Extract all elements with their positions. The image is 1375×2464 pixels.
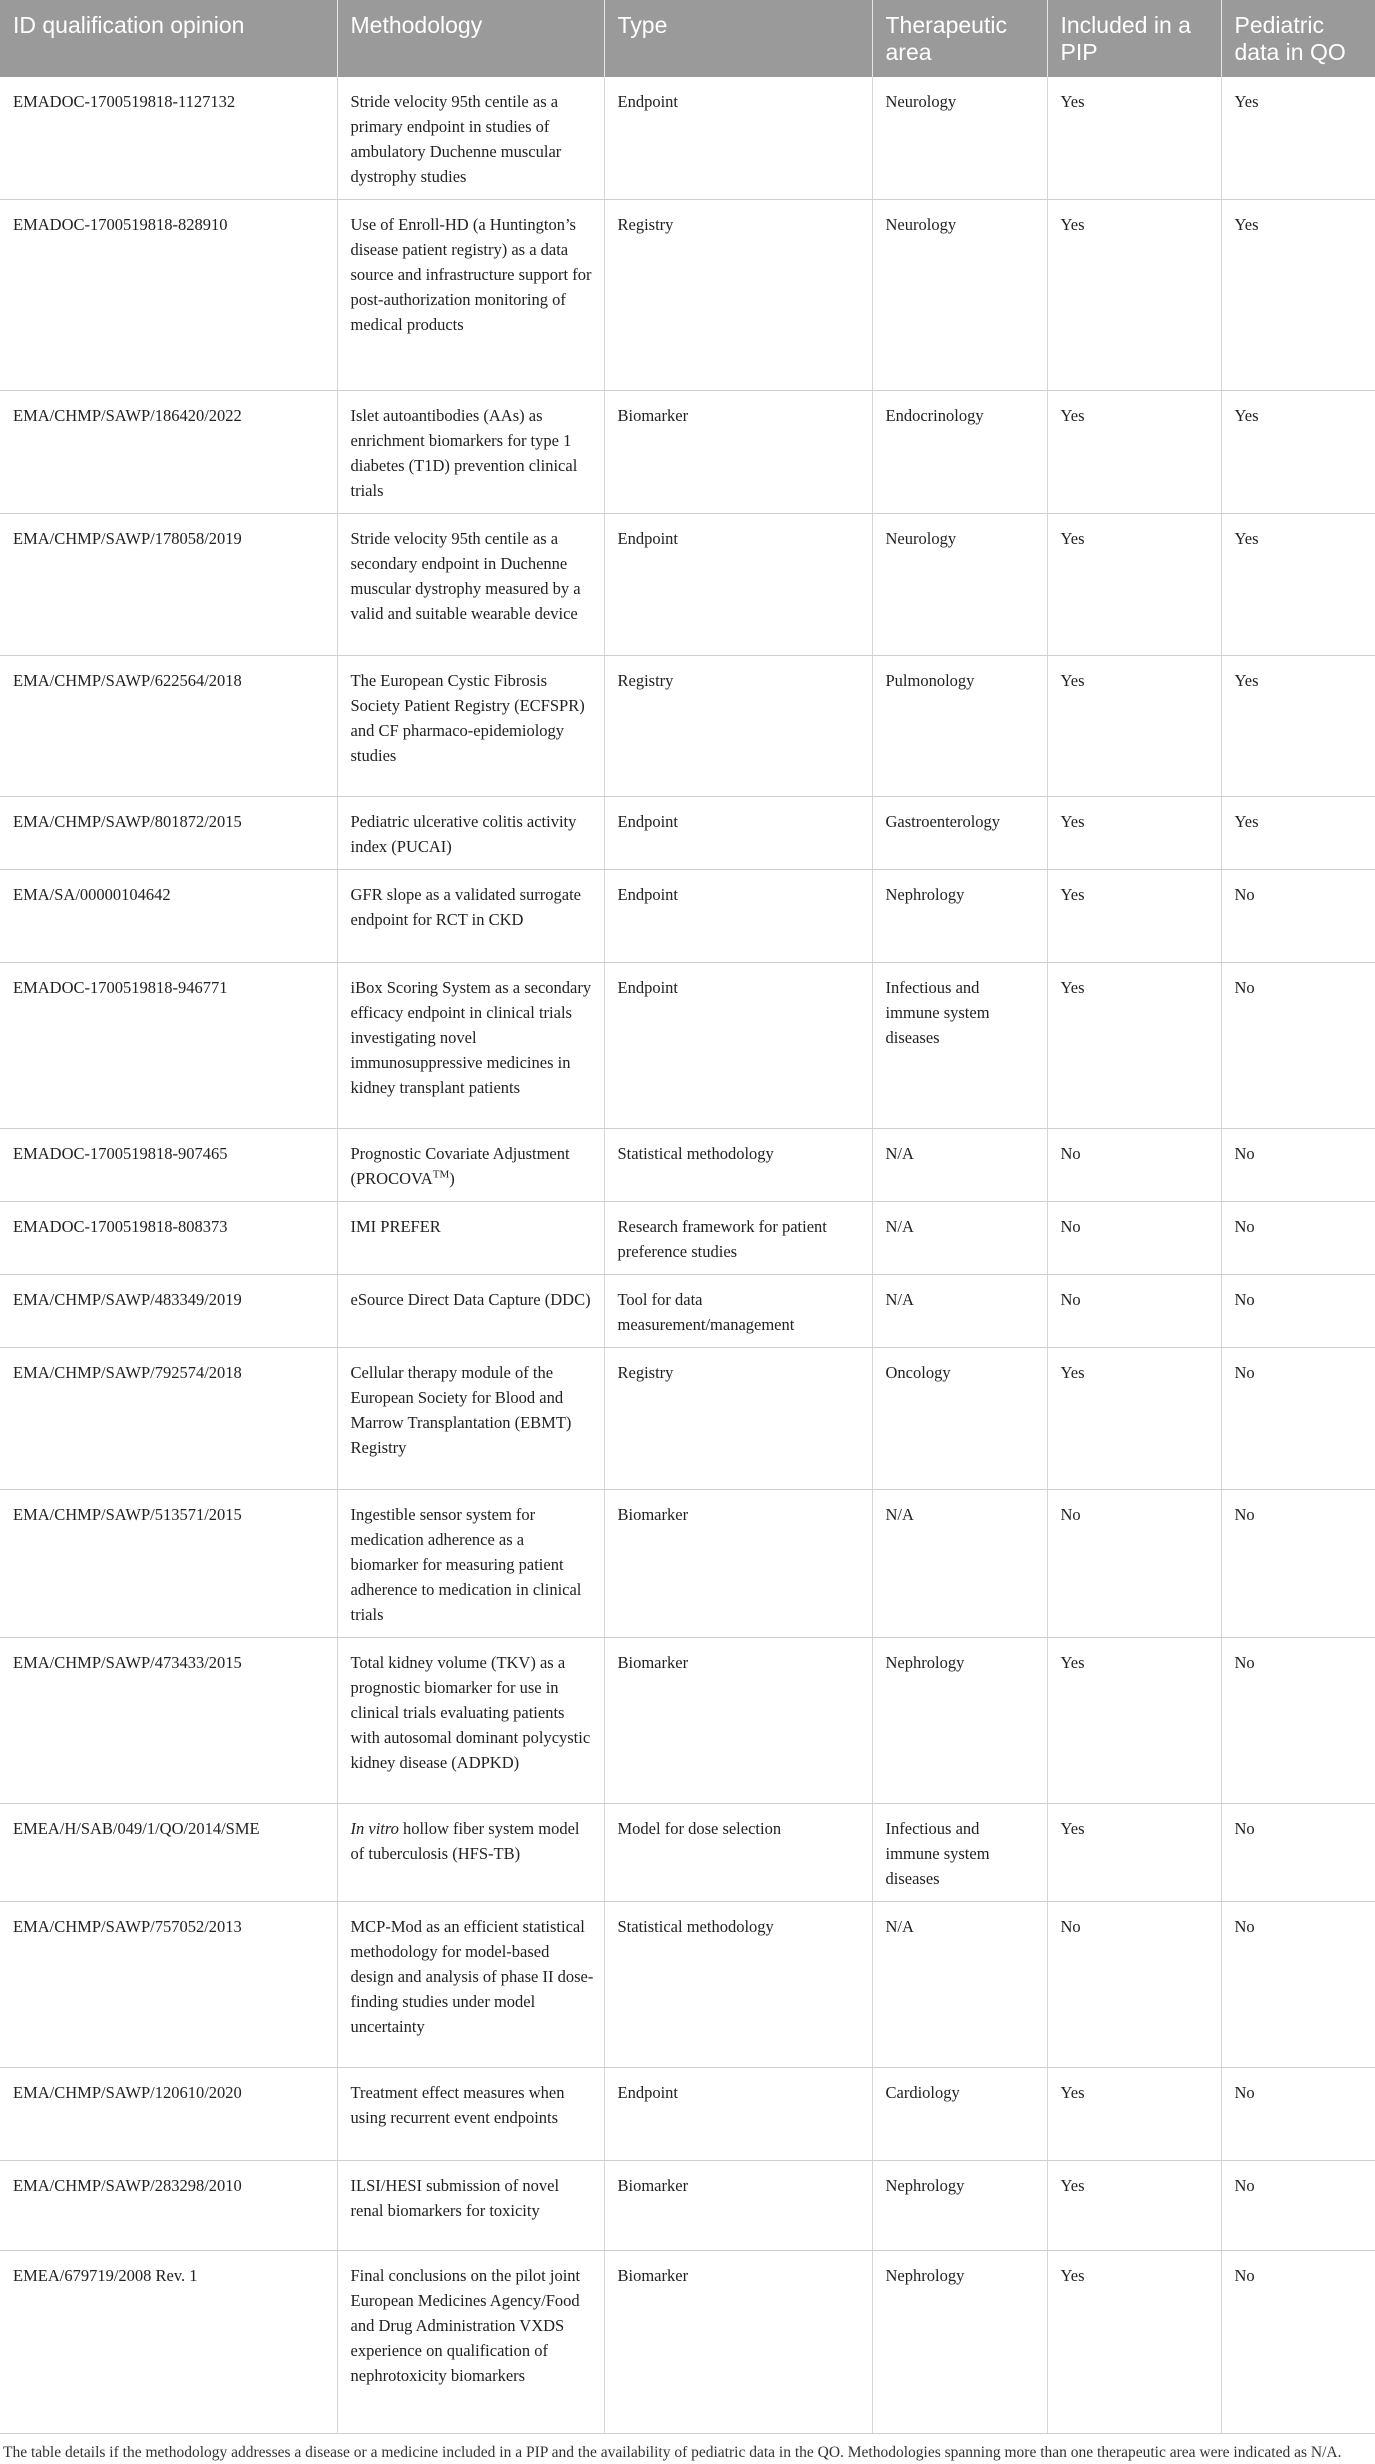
cell-therapeutic-area: Infectious and immune system diseases [872,963,1047,1129]
table-row [0,2161,1375,2251]
cell-id: EMADOC-1700519818-907465 [0,1129,337,1202]
cell-therapeutic-area: Neurology [872,514,1047,656]
cell-therapeutic-area: N/A [872,1129,1047,1202]
table-row [0,1202,1375,1275]
cell-id: EMA/CHMP/SAWP/120610/2020 [0,2068,337,2161]
cell-methodology: Final conclusions on the pilot joint European Medicines Agency/Food and Drug Administration VXDS experience on qualification of nephrotoxicity biomarkers [337,2251,604,2434]
cell-id: EMA/SA/00000104642 [0,870,337,963]
cell-pediatric-data: No [1221,1275,1375,1348]
cell-pediatric-data: No [1221,1902,1375,2068]
cell-type: Model for dose selection [604,1804,872,1902]
cell-therapeutic-area: Neurology [872,200,1047,391]
cell-type: Biomarker [604,2161,872,2251]
table-row [0,1490,1375,1638]
cell-type: Statistical methodology [604,1902,872,2068]
cell-type: Endpoint [604,514,872,656]
methodology-italic-text: In vitro [350,1819,399,1838]
cell-methodology: Use of Enroll-HD (a Huntington’s disease patient registry) as a data source and infrastructure support for post-authorization monitoring of medical products [337,200,604,391]
cell-pediatric-data: No [1221,963,1375,1129]
cell-included-in-pip: Yes [1047,1638,1221,1804]
cell-therapeutic-area: N/A [872,1902,1047,2068]
cell-methodology: MCP-Mod as an efficient statistical methodology for model-based design and analysis of phase II dose-finding studies under model uncertainty [337,1902,604,2068]
cell-included-in-pip: No [1047,1902,1221,2068]
cell-type: Statistical methodology [604,1129,872,1202]
cell-included-in-pip: Yes [1047,514,1221,656]
table-row [0,656,1375,797]
cell-id: EMADOC-1700519818-1127132 [0,77,337,200]
cell-type: Endpoint [604,797,872,870]
cell-id: EMEA/679719/2008 Rev. 1 [0,2251,337,2434]
cell-methodology: Stride velocity 95th centile as a secondary endpoint in Duchenne muscular dystrophy measured by a valid and suitable wearable device [337,514,604,656]
cell-id: EMA/CHMP/SAWP/792574/2018 [0,1348,337,1490]
cell-included-in-pip: Yes [1047,797,1221,870]
cell-therapeutic-area: Nephrology [872,870,1047,963]
cell-included-in-pip: Yes [1047,2161,1221,2251]
cell-id: EMA/CHMP/SAWP/757052/2013 [0,1902,337,2068]
methodology-text-end: ) [449,1169,455,1188]
cell-id: EMADOC-1700519818-946771 [0,963,337,1129]
header-included-in-pip: Included in a PIP [1047,0,1221,77]
cell-included-in-pip: No [1047,1202,1221,1275]
cell-pediatric-data: No [1221,1202,1375,1275]
cell-id: EMADOC-1700519818-808373 [0,1202,337,1275]
cell-included-in-pip: Yes [1047,391,1221,514]
cell-pediatric-data: No [1221,870,1375,963]
table-row [0,1348,1375,1490]
cell-therapeutic-area: Nephrology [872,2251,1047,2434]
cell-included-in-pip: Yes [1047,77,1221,200]
header-row [0,0,1375,77]
cell-methodology: Stride velocity 95th centile as a primary endpoint in studies of ambulatory Duchenne muscular dystrophy studies [337,77,604,200]
table-row [0,1638,1375,1804]
cell-id: EMA/CHMP/SAWP/178058/2019 [0,514,337,656]
table-row [0,200,1375,391]
cell-therapeutic-area: Nephrology [872,1638,1047,1804]
cell-included-in-pip: Yes [1047,963,1221,1129]
cell-type: Biomarker [604,391,872,514]
header-pediatric-data: Pediatric data in QO [1221,0,1375,77]
cell-id: EMADOC-1700519818-828910 [0,200,337,391]
cell-type: Endpoint [604,2068,872,2161]
cell-id: EMEA/H/SAB/049/1/QO/2014/SME [0,1804,337,1902]
cell-methodology: Islet autoantibodies (AAs) as enrichment biomarkers for type 1 diabetes (T1D) prevention clinical trials [337,391,604,514]
cell-id: EMA/CHMP/SAWP/622564/2018 [0,656,337,797]
cell-included-in-pip: No [1047,1275,1221,1348]
cell-methodology: IMI PREFER [337,1202,604,1275]
header-id: ID qualification opinion [13,12,245,38]
cell-methodology [337,1804,604,1902]
cell-type: Biomarker [604,1638,872,1804]
cell-methodology: GFR slope as a validated surrogate endpoint for RCT in CKD [337,870,604,963]
cell-included-in-pip: Yes [1047,2068,1221,2161]
trademark-superscript: TM [432,1168,450,1181]
table-row [0,514,1375,656]
methodology-text: hollow fiber system model of tuberculosis (HFS-TB) [350,1819,580,1863]
cell-included-in-pip: Yes [1047,870,1221,963]
cell-methodology: iBox Scoring System as a secondary efficacy endpoint in clinical trials investigating novel immunosuppressive medicines in kidney transplant patients [337,963,604,1129]
cell-therapeutic-area: Neurology [872,77,1047,200]
cell-id: EMA/CHMP/SAWP/473433/2015 [0,1638,337,1804]
cell-therapeutic-area: Cardiology [872,2068,1047,2161]
cell-type: Biomarker [604,2251,872,2434]
table-row [0,870,1375,963]
cell-pediatric-data: No [1221,1804,1375,1902]
table-row [0,797,1375,870]
cell-id: EMA/CHMP/SAWP/283298/2010 [0,2161,337,2251]
cell-included-in-pip: Yes [1047,200,1221,391]
cell-pediatric-data: Yes [1221,797,1375,870]
cell-methodology: ILSI/HESI submission of novel renal biomarkers for toxicity [337,2161,604,2251]
cell-methodology: Ingestible sensor system for medication adherence as a biomarker for measuring patient adherence to medication in clinical trials [337,1490,604,1638]
table-header [0,0,1375,77]
cell-id: EMA/CHMP/SAWP/186420/2022 [0,391,337,514]
cell-pediatric-data: Yes [1221,391,1375,514]
cell-id: EMA/CHMP/SAWP/801872/2015 [0,797,337,870]
cell-therapeutic-area: N/A [872,1490,1047,1638]
table-row [0,2251,1375,2434]
table-row [0,1129,1375,1202]
cell-included-in-pip: Yes [1047,1348,1221,1490]
cell-therapeutic-area: Pulmonology [872,656,1047,797]
table-body [0,77,1375,2434]
cell-methodology: Total kidney volume (TKV) as a prognostic biomarker for use in clinical trials evaluating patients with autosomal dominant polycystic kidney disease (ADPKD) [337,1638,604,1804]
cell-therapeutic-area: Endocrinology [872,391,1047,514]
cell-pediatric-data: No [1221,1490,1375,1638]
cell-therapeutic-area: N/A [872,1275,1047,1348]
cell-pediatric-data: Yes [1221,77,1375,200]
cell-therapeutic-area: Gastroenterology [872,797,1047,870]
cell-type: Endpoint [604,870,872,963]
cell-pediatric-data: Yes [1221,200,1375,391]
table-footnote: The table details if the methodology addresses a disease or a medicine included in a PIP and the availability of pediatric data in the QO. Methodologies spanning more than one therapeutic area were indicated as N/A. [3,2444,1342,2461]
cell-type: Tool for data measurement/management [604,1275,872,1348]
cell-id: EMA/CHMP/SAWP/513571/2015 [0,1490,337,1638]
cell-included-in-pip: Yes [1047,656,1221,797]
methodology-text: Prognostic Covariate Adjustment (PROCOVA [350,1144,570,1188]
header-methodology: Methodology [337,0,604,77]
cell-pediatric-data: No [1221,2068,1375,2161]
cell-pediatric-data: Yes [1221,514,1375,656]
cell-included-in-pip: No [1047,1490,1221,1638]
table-row [0,2068,1375,2161]
cell-pediatric-data: Yes [1221,656,1375,797]
cell-methodology: eSource Direct Data Capture (DDC) [337,1275,604,1348]
table-row [0,1275,1375,1348]
cell-type: Research framework for patient preference studies [604,1202,872,1275]
cell-pediatric-data: No [1221,2161,1375,2251]
cell-therapeutic-area: Nephrology [872,2161,1047,2251]
header-therapeutic-area: Therapeutic area [872,0,1047,77]
cell-pediatric-data: No [1221,1348,1375,1490]
cell-therapeutic-area: Infectious and immune system diseases [872,1804,1047,1902]
table-row [0,391,1375,514]
cell-included-in-pip: Yes [1047,1804,1221,1902]
cell-included-in-pip: No [1047,1129,1221,1202]
cell-methodology: Cellular therapy module of the European Society for Blood and Marrow Transplantation (EBMT) Registry [337,1348,604,1490]
cell-type: Endpoint [604,77,872,200]
header-type: Type [604,0,872,77]
cell-pediatric-data: No [1221,1129,1375,1202]
cell-type: Registry [604,656,872,797]
table-row [0,1902,1375,2068]
cell-type: Registry [604,200,872,391]
table-row [0,1804,1375,1902]
table-row [0,963,1375,1129]
cell-type: Endpoint [604,963,872,1129]
table-row [0,77,1375,200]
cell-methodology [337,1129,604,1202]
cell-pediatric-data: No [1221,2251,1375,2434]
cell-therapeutic-area: Oncology [872,1348,1047,1490]
cell-id: EMA/CHMP/SAWP/483349/2019 [0,1275,337,1348]
cell-methodology: The European Cystic Fibrosis Society Patient Registry (ECFSPR) and CF pharmaco-epidemiology studies [337,656,604,797]
cell-therapeutic-area: N/A [872,1202,1047,1275]
cell-type: Biomarker [604,1490,872,1638]
cell-methodology: Treatment effect measures when using recurrent event endpoints [337,2068,604,2161]
cell-pediatric-data: No [1221,1638,1375,1804]
cell-included-in-pip: Yes [1047,2251,1221,2434]
cell-type: Registry [604,1348,872,1490]
cell-methodology: Pediatric ulcerative colitis activity index (PUCAI) [337,797,604,870]
